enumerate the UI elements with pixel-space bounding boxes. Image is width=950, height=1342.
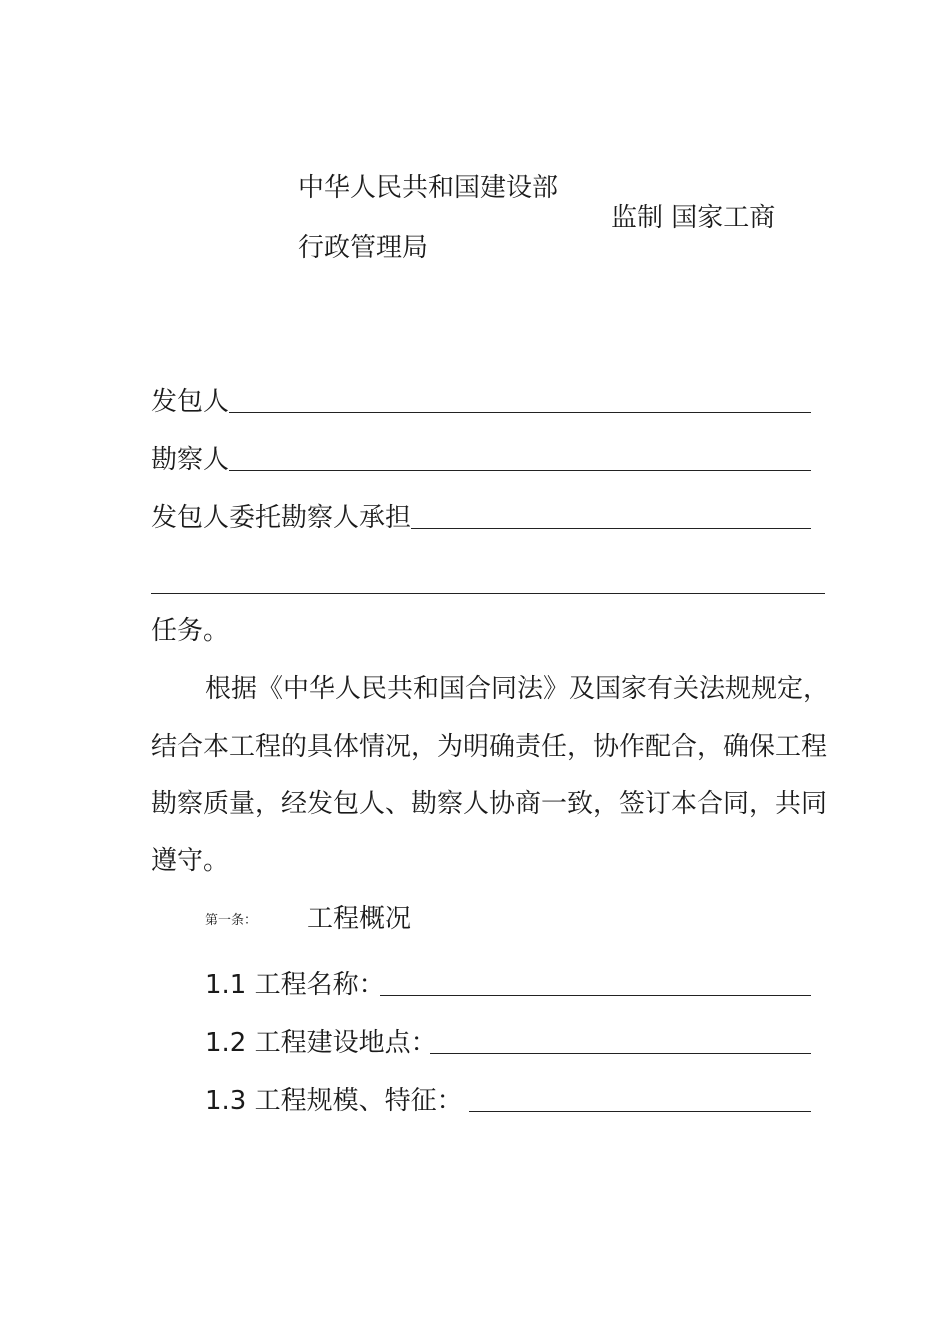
employer-blank[interactable] (229, 412, 811, 413)
issuer-line-3: 行政管理局 (298, 233, 429, 263)
task-suffix: 任务。 (151, 616, 230, 646)
item-1-3 (205, 1085, 463, 1117)
item-label: 工程规模、特征： (254, 1086, 463, 1116)
issuer-line-1: 中华人民共和国建设部 (298, 173, 559, 203)
entrust-label: 发包人委托勘察人承担 (151, 503, 412, 533)
surveyor-blank[interactable] (229, 470, 811, 471)
article-number: 第一条： (205, 913, 258, 928)
project-scale-blank[interactable] (469, 1111, 811, 1112)
project-location-blank[interactable] (430, 1053, 811, 1054)
project-name-blank[interactable] (380, 995, 811, 996)
article-title: 工程概况 (307, 904, 412, 934)
preamble-line-4: 遵守。 (151, 846, 230, 876)
item-1-1 (205, 969, 385, 1001)
item-1-2 (205, 1027, 437, 1059)
employer-label: 发包人 (151, 387, 230, 417)
preamble-line-1: 根据《中华人民共和国合同法》及国家有关法规规定， (205, 674, 830, 704)
task-blank[interactable] (151, 593, 825, 594)
item-number: 1.3 (205, 1086, 247, 1116)
item-number: 1.2 (205, 1028, 247, 1058)
issuer-line-2: 监制 国家工商 (611, 203, 776, 233)
surveyor-label: 勘察人 (151, 445, 230, 475)
entrust-blank[interactable] (411, 528, 811, 529)
preamble-line-3: 勘察质量，经发包人、勘察人协商一致，签订本合同，共同 (151, 789, 828, 819)
preamble-line-2: 结合本工程的具体情况，为明确责任，协作配合，确保工程 (151, 732, 828, 762)
item-label: 工程名称： (254, 970, 385, 1000)
item-label: 工程建设地点： (254, 1028, 437, 1058)
item-number: 1.1 (205, 970, 247, 1000)
